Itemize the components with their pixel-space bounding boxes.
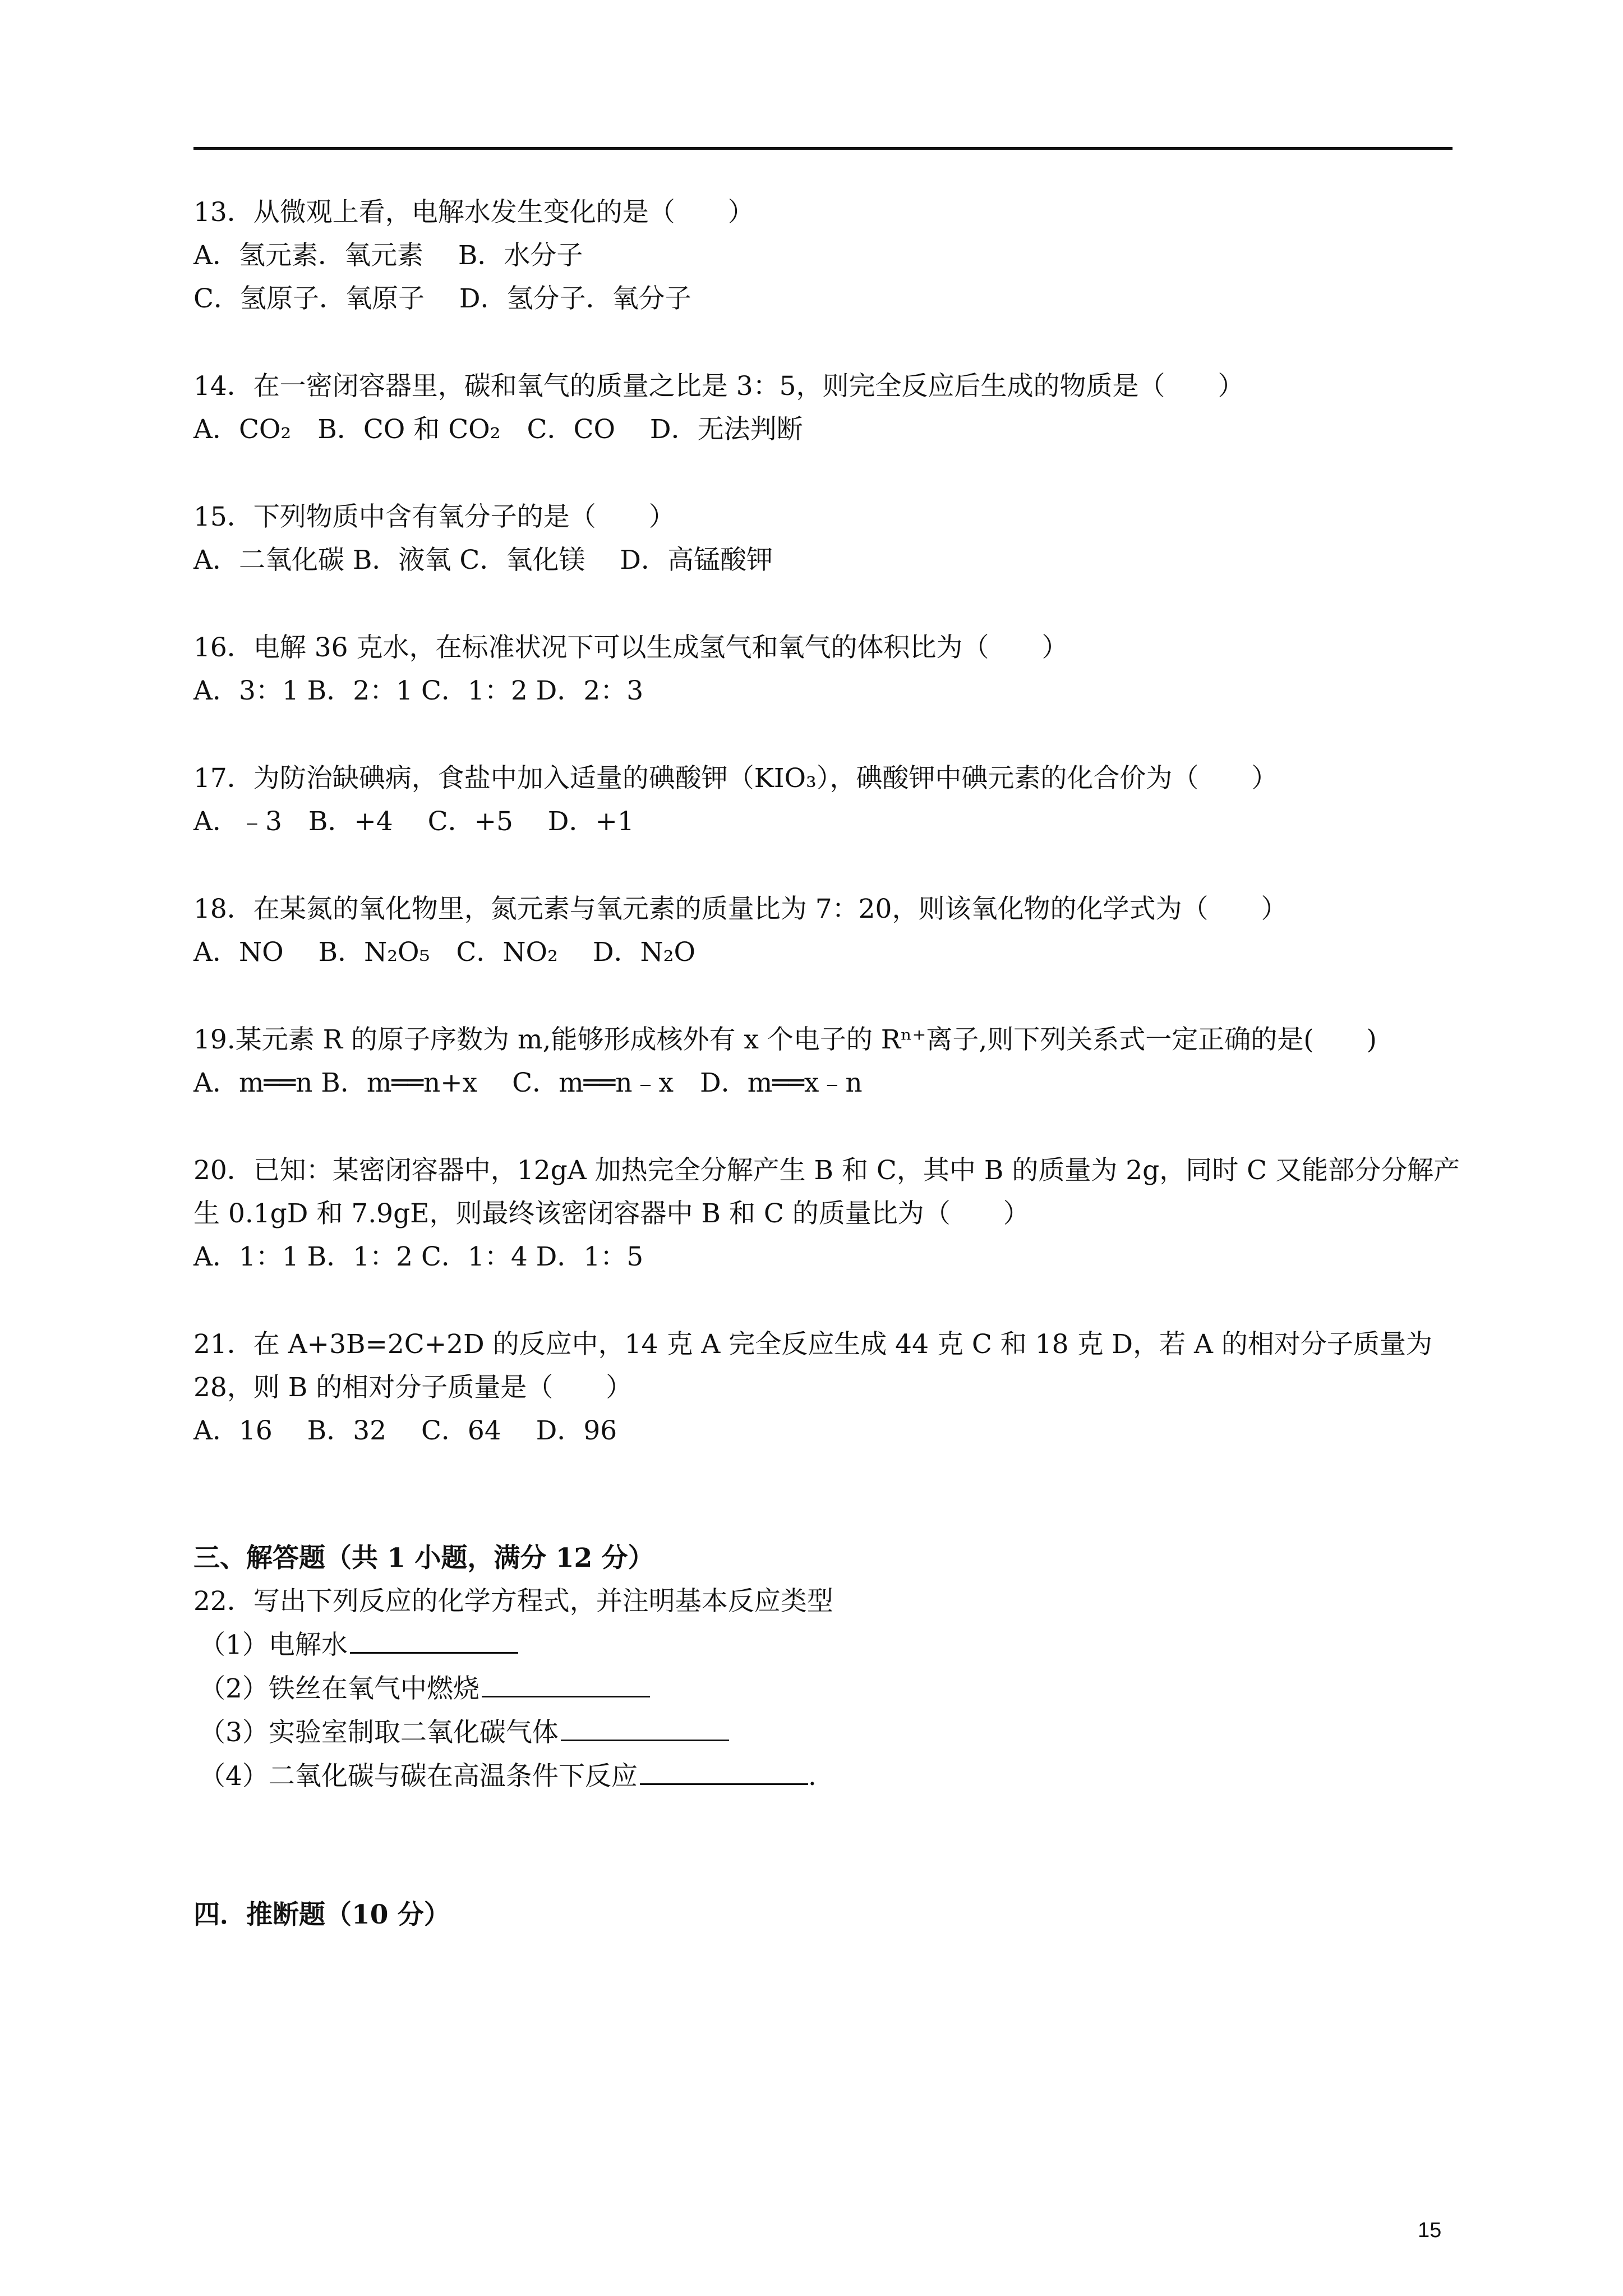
answer-blank[interactable] (561, 1710, 729, 1741)
question-13 (193, 191, 1461, 320)
question-stem: 15．下列物质中含有氧分子的是（ ） (193, 501, 675, 532)
section-3-heading: 三、解答题（共 1 小题，满分 12 分） (193, 1543, 654, 1573)
answer-blank[interactable] (350, 1623, 518, 1654)
question-20 (193, 1149, 1461, 1278)
answer-row-2 (193, 1667, 1461, 1710)
question-options: A．16 B．32 C．64 D．96 (193, 1415, 617, 1446)
answer-blank[interactable] (482, 1667, 650, 1697)
question-options: A．﹣3 B．+4 C．+5 D．+1 (193, 806, 634, 837)
answer-label: （3）实验室制取二氧化碳气体 (199, 1717, 559, 1748)
question-stem: 21．在 A+3B=2C+2D 的反应中，14 克 A 完全反应生成 44 克 C 和 18 克 D，若 A 的相对分子质量为 28，则 B 的相对分子质量是（ ） (193, 1329, 1432, 1403)
question-stem: 19.某元素 R 的原子序数为 m,能够形成核外有 x 个电子的 Rⁿ⁺离子,则下列关系式一定正确的是( ) (193, 1024, 1377, 1055)
question-stem: 20．已知：某密闭容器中，12gA 加热完全分解产生 B 和 C，其中 B 的质量为 2g，同时 C 又能部分分解产生 0.1gD 和 7.9gE，则最终该密闭容器中 B 和 C 的质量比为（ ） (193, 1155, 1460, 1229)
question-options: A．1：1 B．1：2 C．1：4 D．1：5 (193, 1241, 644, 1272)
question-16 (193, 626, 1461, 712)
question-stem: 16．电解 36 克水，在标准状况下可以生成氢气和氧气的体积比为（ ） (193, 632, 1068, 663)
answer-row-1 (193, 1623, 1461, 1667)
page-number: 15 (1418, 2219, 1442, 2242)
section-4-heading: 四．推断题（10 分） (193, 1899, 450, 1930)
question-15 (193, 495, 1461, 582)
question-stem: 18．在某氮的氧化物里，氮元素与氧元素的质量比为 7：20，则该氧化物的化学式为（ ） (193, 894, 1288, 924)
question-options: A．m══n B．m══n+x C．m══n﹣x D．m══x﹣n (193, 1068, 863, 1098)
question-19 (193, 1018, 1461, 1105)
question-stem: 17．为防治缺碘病，食盐中加入适量的碘酸钾（KIO₃），碘酸钾中碘元素的化合价为（ ） (193, 763, 1278, 794)
question-14 (193, 365, 1461, 451)
answer-label: （4）二氧化碳与碳在高温条件下反应 (199, 1761, 638, 1792)
question-17 (193, 757, 1461, 843)
question-18 (193, 887, 1461, 974)
answer-label: （1）电解水 (199, 1630, 348, 1660)
question-options: A．二氧化碳 B．液氧 C．氧化镁 D．高锰酸钾 (193, 545, 773, 576)
question-options: A．氢元素．氧元素 B．水分子 (193, 240, 583, 271)
answer-label: （2）铁丝在氧气中燃烧 (199, 1673, 479, 1704)
question-stem: 14．在一密闭容器里，碳和氧气的质量之比是 3：5，则完全反应后生成的物质是（ ） (193, 371, 1244, 402)
question-options: A．NO B．N₂O₅ C．NO₂ D．N₂O (193, 937, 695, 968)
header-rule (193, 147, 1453, 150)
answer-blank[interactable] (640, 1754, 808, 1785)
answer-row-4 (193, 1754, 1461, 1798)
answer-row-3 (193, 1710, 1461, 1754)
document-body (193, 191, 1461, 1936)
question-options: A．3：1 B．2：1 C．1：2 D．2：3 (193, 675, 644, 706)
question-21 (193, 1323, 1461, 1452)
question-options: A．CO₂ B．CO 和 CO₂ C．CO D．无法判断 (193, 414, 803, 445)
question-22-stem: 22．写出下列反应的化学方程式，并注明基本反应类型 (193, 1586, 833, 1617)
answer-suffix: . (808, 1761, 817, 1792)
question-stem: 13．从微观上看，电解水发生变化的是（ ） (193, 197, 754, 228)
question-options: C．氢原子．氧原子 D．氢分子．氧分子 (193, 283, 691, 314)
